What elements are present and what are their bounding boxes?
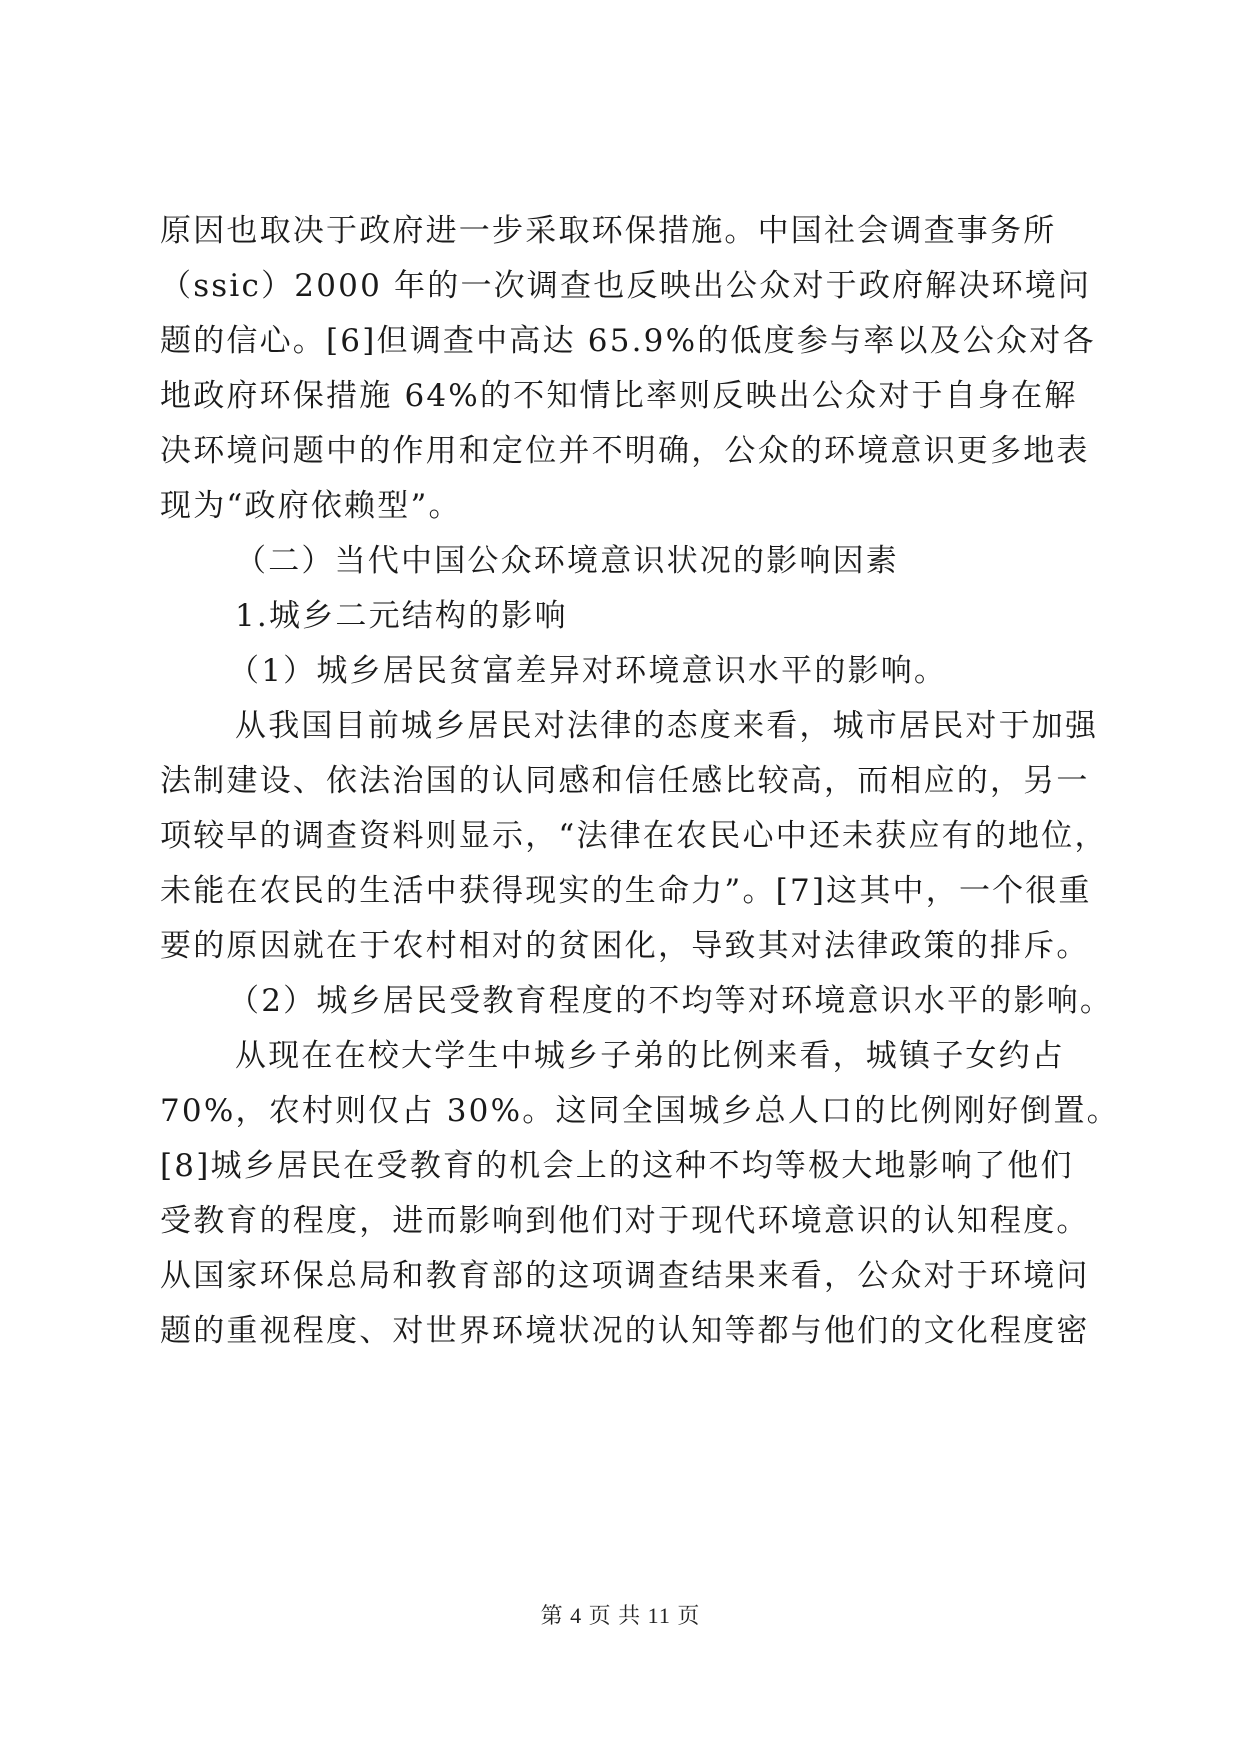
section-heading: （二）当代中国公众环境意识状况的影响因素 bbox=[235, 543, 899, 579]
body-line: 要的原因就在于农村相对的贫困化，导致其对法律政策的排斥。 bbox=[160, 928, 1090, 964]
body-line: 从我国目前城乡居民对法律的态度来看，城市居民对于加强 bbox=[235, 708, 1099, 744]
body-line: 从现在在校大学生中城乡子弟的比例来看，城镇子女约占 bbox=[235, 1038, 1065, 1074]
body-line: [8]城乡居民在受教育的机会上的这种不均等极大地影响了他们 bbox=[160, 1148, 1074, 1184]
sub-subsection-heading: （2）城乡居民受教育程度的不均等对环境意识水平的影响。 bbox=[228, 983, 1114, 1019]
body-line: 法制建设、依法治国的认同感和信任感比较高，而相应的，另一 bbox=[160, 763, 1090, 799]
body-line: 从国家环保总局和教育部的这项调查结果来看，公众对于环境问 bbox=[160, 1258, 1090, 1294]
sub-subsection-heading: （1）城乡居民贫富差异对环境意识水平的影响。 bbox=[228, 653, 948, 689]
subsection-heading: 1.城乡二元结构的影响 bbox=[235, 598, 568, 634]
body-line: 未能在农民的生活中获得现实的生命力”。[7]这其中，一个很重 bbox=[160, 873, 1092, 909]
body-line: 项较早的调查资料则显示，“法律在农民心中还未获应有的地位， bbox=[160, 818, 1108, 854]
body-line: 题的重视程度、对世界环境状况的认知等都与他们的文化程度密 bbox=[160, 1313, 1090, 1349]
body-line: 地政府环保措施 64%的不知情比率则反映出公众对于自身在解 bbox=[160, 378, 1078, 414]
body-line: 现为“政府依赖型”。 bbox=[160, 488, 462, 524]
body-line: 受教育的程度，进而影响到他们对于现代环境意识的认知程度。 bbox=[160, 1203, 1090, 1239]
body-line: 决环境问题中的作用和定位并不明确，公众的环境意识更多地表 bbox=[160, 433, 1090, 469]
body-line: 70%，农村则仅占 30%。这同全国城乡总人口的比例刚好倒置。 bbox=[160, 1093, 1120, 1129]
body-line: （ssic）2000 年的一次调查也反映出公众对于政府解决环境问 bbox=[160, 268, 1092, 304]
body-line: 原因也取决于政府进一步采取环保措施。中国社会调查事务所 bbox=[160, 213, 1057, 249]
body-line: 题的信心。[6]但调查中高达 65.9%的低度参与率以及公众对各 bbox=[160, 323, 1096, 359]
page-number-footer: 第 4 页 共 11 页 bbox=[540, 1603, 701, 1628]
